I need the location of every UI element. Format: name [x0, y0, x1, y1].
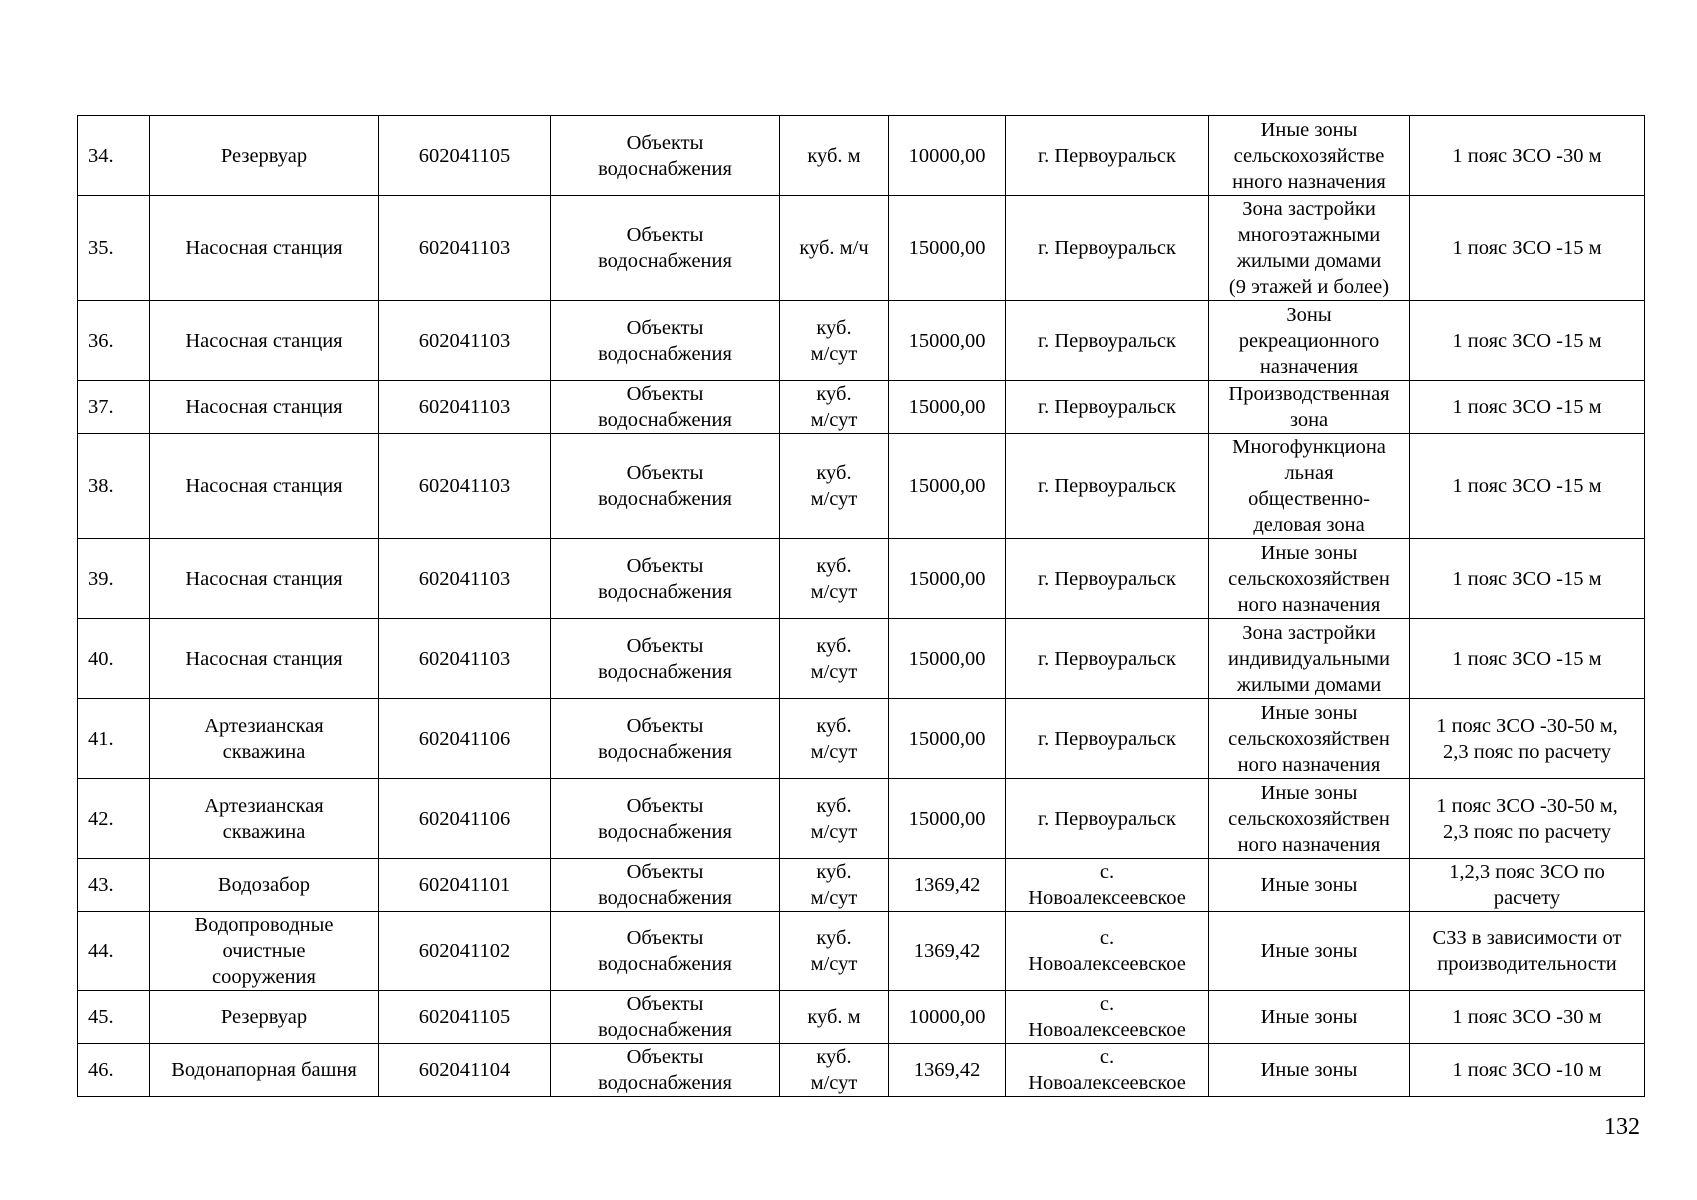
- zone-cell: [1209, 381, 1410, 434]
- sanitary-zone-cell: [1410, 699, 1645, 779]
- object-name-cell: [150, 434, 379, 539]
- cell-text-line: Новоалексеевское: [1028, 953, 1186, 975]
- cell-text-line: Объекты: [626, 462, 704, 484]
- cell-text-line: водоснабжения: [598, 342, 732, 365]
- cell-text-line: 2,3 пояс по расчету: [1443, 820, 1611, 843]
- cell-text-line: куб.: [816, 927, 852, 949]
- table-row: [78, 859, 1645, 912]
- cell-text-line: куб.: [816, 634, 852, 657]
- cell-text-line: водоснабжения: [598, 1072, 732, 1094]
- cell-text-line: куб.: [816, 554, 852, 577]
- object-name-cell: [150, 1044, 379, 1097]
- cell-text-line: м/сут: [810, 953, 858, 975]
- cell-text-line: сельскохозяйствен: [1228, 567, 1390, 590]
- capacity-value-cell: 15000,00: [889, 301, 1006, 381]
- cell-text-line: водоснабжения: [598, 250, 732, 272]
- zone-cell: [1209, 991, 1410, 1044]
- object-type-cell: [551, 434, 780, 539]
- capacity-value-cell: 15000,00: [889, 539, 1006, 619]
- cell-text-line: м/сут: [810, 1072, 858, 1094]
- object-type-cell: [551, 619, 780, 699]
- capacity-value-cell: 15000,00: [889, 699, 1006, 779]
- cell-text-line: Иные зоны: [1260, 541, 1358, 564]
- row-number-cell: 37.: [78, 381, 150, 434]
- sanitary-zone-cell: [1410, 196, 1645, 301]
- row-number-cell: 43.: [78, 859, 150, 912]
- unit-cell: [780, 196, 889, 301]
- object-type-cell: [551, 991, 780, 1044]
- cell-text-line: Объекты: [626, 634, 704, 657]
- cell-text-line: Иные зоны: [1260, 940, 1358, 962]
- cell-text-line: 1 пояс ЗСО -30 м: [1452, 1006, 1602, 1028]
- zone-cell: [1209, 859, 1410, 912]
- cell-text-line: м/сут: [810, 887, 858, 909]
- unit-cell: [780, 301, 889, 381]
- unit-cell: [780, 779, 889, 859]
- cell-text-line: водоснабжения: [598, 887, 732, 909]
- cell-text-line: г. Первоуральск: [1038, 567, 1176, 590]
- cell-text-line: скважина: [222, 820, 306, 843]
- zone-cell: [1209, 539, 1410, 619]
- cell-text-line: Иные зоны: [1260, 874, 1358, 896]
- cell-text-line: Объекты: [626, 927, 704, 949]
- object-type-cell: [551, 381, 780, 434]
- cell-text-line: 1 пояс ЗСО -15 м: [1452, 329, 1602, 352]
- cell-text-line: очистные: [222, 940, 306, 962]
- cell-text-line: водоснабжения: [598, 1019, 732, 1041]
- table-row: [78, 619, 1645, 699]
- cell-text-line: деловая зона: [1253, 514, 1365, 536]
- cell-text-line: Резервуар: [220, 1006, 308, 1028]
- cell-text-line: Объекты: [626, 316, 704, 339]
- unit-cell: [780, 539, 889, 619]
- cell-text-line: сельскохозяйстве: [1233, 144, 1385, 167]
- cell-text-line: сельскохозяйствен: [1228, 727, 1390, 750]
- cell-text-line: Водонапорная башня: [171, 1059, 357, 1081]
- cell-text-line: м/сут: [810, 580, 858, 603]
- object-type-cell: [551, 539, 780, 619]
- cell-text-line: многоэтажными: [1237, 224, 1381, 246]
- cell-text-line: г. Первоуральск: [1038, 647, 1176, 670]
- table-row: [78, 434, 1645, 539]
- cell-text-line: м/сут: [810, 342, 858, 365]
- cell-text-line: Насосная станция: [185, 567, 343, 590]
- cell-text-line: общественно-: [1248, 488, 1370, 510]
- object-name-cell: [150, 116, 379, 196]
- capacity-value-cell: 1369,42: [889, 859, 1006, 912]
- zone-cell: [1209, 912, 1410, 991]
- row-number-cell: 42.: [78, 779, 150, 859]
- row-number-cell: 44.: [78, 912, 150, 991]
- object-name-cell: [150, 301, 379, 381]
- cell-text-line: льная: [1284, 462, 1334, 484]
- object-name-cell: [150, 539, 379, 619]
- cell-text-line: с.: [1099, 1046, 1115, 1068]
- zone-cell: [1209, 116, 1410, 196]
- row-number-cell: 38.: [78, 434, 150, 539]
- row-number-cell: 36.: [78, 301, 150, 381]
- sanitary-zone-cell: [1410, 539, 1645, 619]
- object-name-cell: [150, 912, 379, 991]
- cell-text-line: куб. м: [807, 144, 861, 167]
- cell-text-line: ного назначения: [1237, 833, 1381, 856]
- cell-text-line: куб. м/ч: [799, 237, 869, 259]
- unit-cell: [780, 619, 889, 699]
- sanitary-zone-cell: [1410, 1044, 1645, 1097]
- cell-text-line: 1 пояс ЗСО -30 м: [1452, 144, 1602, 167]
- location-cell: [1006, 434, 1209, 539]
- cell-text-line: Иные зоны: [1260, 701, 1358, 724]
- sanitary-zone-cell: [1410, 859, 1645, 912]
- cell-text-line: с.: [1099, 927, 1115, 949]
- cell-text-line: водоснабжения: [598, 488, 732, 510]
- cell-text-line: Зона застройки: [1242, 198, 1376, 220]
- object-name-cell: [150, 619, 379, 699]
- object-type-cell: [551, 699, 780, 779]
- sanitary-zone-cell: [1410, 381, 1645, 434]
- location-cell: [1006, 539, 1209, 619]
- cell-text-line: Насосная станция: [185, 396, 343, 418]
- cell-text-line: м/сут: [810, 660, 858, 683]
- table-row: [78, 381, 1645, 434]
- unit-cell: [780, 912, 889, 991]
- cell-text-line: водоснабжения: [598, 660, 732, 683]
- object-type-cell: [551, 779, 780, 859]
- cell-text-line: Водозабор: [217, 874, 311, 896]
- table-row: [78, 196, 1645, 301]
- capacity-value-cell: 1369,42: [889, 1044, 1006, 1097]
- zone-cell: [1209, 196, 1410, 301]
- location-cell: [1006, 381, 1209, 434]
- object-name-cell: [150, 991, 379, 1044]
- table-row: [78, 1044, 1645, 1097]
- cell-text-line: м/сут: [810, 488, 858, 510]
- table-row: [78, 912, 1645, 991]
- cell-text-line: СЗЗ в зависимости от: [1432, 927, 1622, 949]
- cell-text-line: Иные зоны: [1260, 781, 1358, 804]
- object-code-cell: 602041103: [379, 434, 551, 539]
- cell-text-line: Насосная станция: [185, 475, 343, 497]
- zone-cell: [1209, 619, 1410, 699]
- cell-text-line: г. Первоуральск: [1038, 807, 1176, 830]
- cell-text-line: г. Первоуральск: [1038, 475, 1176, 497]
- zone-cell: [1209, 779, 1410, 859]
- sanitary-zone-cell: [1410, 619, 1645, 699]
- sanitary-zone-cell: [1410, 912, 1645, 991]
- zone-cell: [1209, 699, 1410, 779]
- object-name-cell: [150, 699, 379, 779]
- object-code-cell: 602041101: [379, 859, 551, 912]
- cell-text-line: с.: [1099, 993, 1115, 1015]
- cell-text-line: Объекты: [626, 224, 704, 246]
- cell-text-line: ного назначения: [1237, 753, 1381, 776]
- capacity-value-cell: 10000,00: [889, 991, 1006, 1044]
- object-code-cell: 602041103: [379, 619, 551, 699]
- table-row: [78, 779, 1645, 859]
- object-code-cell: 602041103: [379, 539, 551, 619]
- object-code-cell: 602041105: [379, 116, 551, 196]
- cell-text-line: г. Первоуральск: [1038, 727, 1176, 750]
- cell-text-line: сооружения: [212, 966, 316, 988]
- zone-cell: [1209, 1044, 1410, 1097]
- cell-text-line: м/сут: [810, 409, 858, 431]
- cell-text-line: жилыми домами: [1236, 250, 1382, 272]
- sanitary-zone-cell: [1410, 434, 1645, 539]
- row-number-cell: 34.: [78, 116, 150, 196]
- cell-text-line: 1 пояс ЗСО -10 м: [1452, 1059, 1602, 1081]
- object-name-cell: [150, 196, 379, 301]
- object-code-cell: 602041105: [379, 991, 551, 1044]
- object-type-cell: [551, 1044, 780, 1097]
- cell-text-line: производительности: [1437, 953, 1617, 975]
- cell-text-line: Новоалексеевское: [1028, 887, 1186, 909]
- object-code-cell: 602041103: [379, 381, 551, 434]
- cell-text-line: Объекты: [626, 1046, 704, 1068]
- unit-cell: [780, 859, 889, 912]
- cell-text-line: водоснабжения: [598, 953, 732, 975]
- cell-text-line: 1 пояс ЗСО -15 м: [1452, 237, 1602, 259]
- location-cell: [1006, 699, 1209, 779]
- table-row: [78, 301, 1645, 381]
- cell-text-line: Производственная: [1228, 383, 1390, 405]
- cell-text-line: куб.: [816, 316, 852, 339]
- cell-text-line: м/сут: [810, 820, 858, 843]
- cell-text-line: 1 пояс ЗСО -15 м: [1452, 396, 1602, 418]
- cell-text-line: Объекты: [626, 383, 704, 405]
- capacity-value-cell: 15000,00: [889, 619, 1006, 699]
- cell-text-line: 1 пояс ЗСО -30-50 м,: [1436, 794, 1618, 817]
- cell-text-line: (9 этажей и более): [1228, 276, 1390, 298]
- cell-text-line: Объекты: [626, 714, 704, 737]
- table-row: [78, 539, 1645, 619]
- unit-cell: [780, 991, 889, 1044]
- row-number-cell: 41.: [78, 699, 150, 779]
- capacity-value-cell: 15000,00: [889, 381, 1006, 434]
- object-code-cell: 602041102: [379, 912, 551, 991]
- cell-text-line: Объекты: [626, 861, 704, 883]
- cell-text-line: водоснабжения: [598, 157, 732, 180]
- cell-text-line: Объекты: [626, 131, 704, 154]
- cell-text-line: куб. м: [807, 1006, 861, 1028]
- location-cell: [1006, 196, 1209, 301]
- cell-text-line: 1 пояс ЗСО -30-50 м,: [1436, 714, 1618, 737]
- unit-cell: [780, 1044, 889, 1097]
- cell-text-line: куб.: [816, 794, 852, 817]
- location-cell: [1006, 859, 1209, 912]
- cell-text-line: 2,3 пояс по расчету: [1443, 740, 1611, 763]
- location-cell: [1006, 991, 1209, 1044]
- sanitary-zone-cell: [1410, 991, 1645, 1044]
- cell-text-line: 1 пояс ЗСО -15 м: [1452, 647, 1602, 670]
- object-type-cell: [551, 301, 780, 381]
- cell-text-line: куб.: [816, 714, 852, 737]
- objects-table: [77, 115, 1645, 1097]
- location-cell: [1006, 1044, 1209, 1097]
- page-number: 132: [1604, 1114, 1640, 1140]
- cell-text-line: Артезианская: [204, 714, 324, 737]
- unit-cell: [780, 699, 889, 779]
- object-code-cell: 602041103: [379, 301, 551, 381]
- cell-text-line: г. Первоуральск: [1038, 329, 1176, 352]
- row-number-cell: 40.: [78, 619, 150, 699]
- table-row: [78, 116, 1645, 196]
- cell-text-line: Иные зоны: [1260, 1059, 1358, 1081]
- row-number-cell: 35.: [78, 196, 150, 301]
- object-type-cell: [551, 116, 780, 196]
- location-cell: [1006, 912, 1209, 991]
- cell-text-line: куб.: [816, 1046, 852, 1068]
- cell-text-line: жилыми домами: [1236, 673, 1382, 696]
- cell-text-line: Водопроводные: [194, 914, 334, 936]
- object-code-cell: 602041106: [379, 779, 551, 859]
- cell-text-line: индивидуальными: [1228, 647, 1390, 670]
- cell-text-line: Зона застройки: [1242, 621, 1376, 644]
- row-number-cell: 46.: [78, 1044, 150, 1097]
- table-row: [78, 699, 1645, 779]
- cell-text-line: 1 пояс ЗСО -15 м: [1452, 475, 1602, 497]
- zone-cell: [1209, 301, 1410, 381]
- cell-text-line: с.: [1099, 861, 1115, 883]
- cell-text-line: Объекты: [626, 794, 704, 817]
- cell-text-line: скважина: [222, 740, 306, 763]
- cell-text-line: нного назначения: [1232, 170, 1386, 193]
- capacity-value-cell: 15000,00: [889, 196, 1006, 301]
- unit-cell: [780, 434, 889, 539]
- object-type-cell: [551, 912, 780, 991]
- cell-text-line: водоснабжения: [598, 409, 732, 431]
- sanitary-zone-cell: [1410, 116, 1645, 196]
- sanitary-zone-cell: [1410, 301, 1645, 381]
- cell-text-line: Новоалексеевское: [1028, 1019, 1186, 1041]
- cell-text-line: Объекты: [626, 993, 704, 1015]
- capacity-value-cell: 10000,00: [889, 116, 1006, 196]
- cell-text-line: Многофункциона: [1232, 436, 1386, 458]
- location-cell: [1006, 116, 1209, 196]
- cell-text-line: Новоалексеевское: [1028, 1072, 1186, 1094]
- cell-text-line: ного назначения: [1237, 593, 1381, 616]
- zone-cell: [1209, 434, 1410, 539]
- cell-text-line: Насосная станция: [185, 647, 343, 670]
- object-code-cell: 602041106: [379, 699, 551, 779]
- cell-text-line: Резервуар: [220, 144, 308, 167]
- object-code-cell: 602041103: [379, 196, 551, 301]
- cell-text-line: водоснабжения: [598, 820, 732, 843]
- location-cell: [1006, 619, 1209, 699]
- cell-text-line: расчету: [1493, 887, 1561, 909]
- cell-text-line: Объекты: [626, 554, 704, 577]
- location-cell: [1006, 301, 1209, 381]
- unit-cell: [780, 381, 889, 434]
- location-cell: [1006, 779, 1209, 859]
- object-type-cell: [551, 859, 780, 912]
- capacity-value-cell: 15000,00: [889, 434, 1006, 539]
- row-number-cell: 39.: [78, 539, 150, 619]
- cell-text-line: м/сут: [810, 740, 858, 763]
- cell-text-line: Зоны: [1286, 303, 1332, 326]
- unit-cell: [780, 116, 889, 196]
- cell-text-line: Иные зоны: [1260, 118, 1358, 141]
- cell-text-line: водоснабжения: [598, 580, 732, 603]
- cell-text-line: Артезианская: [204, 794, 324, 817]
- cell-text-line: 1,2,3 пояс ЗСО по: [1449, 861, 1605, 883]
- cell-text-line: г. Первоуральск: [1038, 144, 1176, 167]
- cell-text-line: г. Первоуральск: [1038, 237, 1176, 259]
- cell-text-line: Иные зоны: [1260, 1006, 1358, 1028]
- cell-text-line: назначения: [1259, 355, 1359, 378]
- row-number-cell: 45.: [78, 991, 150, 1044]
- capacity-value-cell: 15000,00: [889, 779, 1006, 859]
- object-name-cell: [150, 859, 379, 912]
- cell-text-line: сельскохозяйствен: [1228, 807, 1390, 830]
- object-name-cell: [150, 381, 379, 434]
- cell-text-line: г. Первоуральск: [1038, 396, 1176, 418]
- cell-text-line: зона: [1289, 409, 1329, 431]
- cell-text-line: рекреационного: [1238, 329, 1380, 352]
- cell-text-line: куб.: [816, 861, 852, 883]
- cell-text-line: Насосная станция: [185, 329, 343, 352]
- cell-text-line: Насосная станция: [185, 237, 343, 259]
- object-name-cell: [150, 779, 379, 859]
- cell-text-line: куб.: [816, 462, 852, 484]
- object-type-cell: [551, 196, 780, 301]
- cell-text-line: 1 пояс ЗСО -15 м: [1452, 567, 1602, 590]
- cell-text-line: водоснабжения: [598, 740, 732, 763]
- capacity-value-cell: 1369,42: [889, 912, 1006, 991]
- table-row: [78, 991, 1645, 1044]
- sanitary-zone-cell: [1410, 779, 1645, 859]
- object-code-cell: 602041104: [379, 1044, 551, 1097]
- cell-text-line: куб.: [816, 383, 852, 405]
